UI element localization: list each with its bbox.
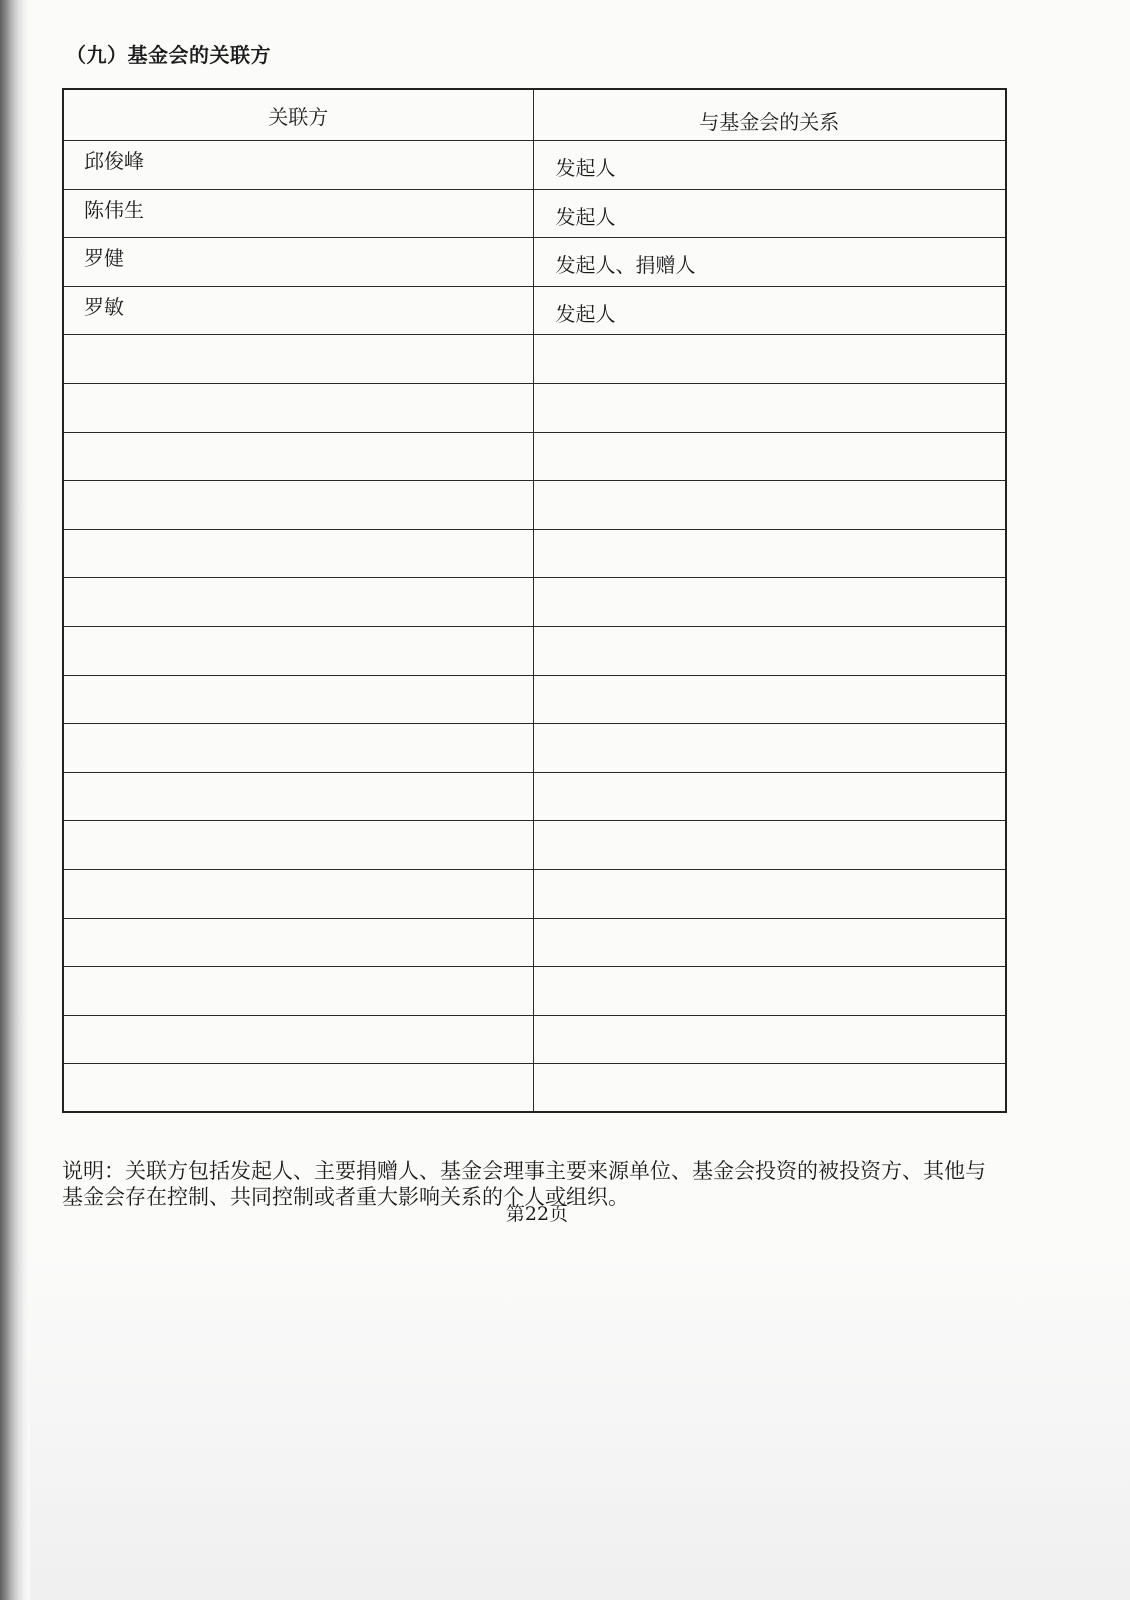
cell-related-party (63, 675, 533, 724)
cell-related-party (63, 724, 533, 773)
cell-relation (533, 529, 1006, 578)
table-row (63, 481, 1006, 530)
cell-relation: 发起人 (533, 189, 1006, 238)
cell-relation: 发起人、捐赠人 (533, 238, 1006, 287)
table-row (63, 724, 1006, 773)
table-row (63, 432, 1006, 481)
binding-edge (0, 0, 30, 1600)
cell-relation (533, 432, 1006, 481)
cell-related-party (63, 772, 533, 821)
table-row (63, 335, 1006, 384)
cell-relation: 发起人 (533, 286, 1006, 335)
table-row (63, 383, 1006, 432)
table-row (63, 286, 1006, 335)
cell-relation (533, 578, 1006, 627)
page-number: 第22页 (505, 1203, 569, 1225)
cell-relation (533, 626, 1006, 675)
table-row (63, 967, 1006, 1016)
table-row (63, 772, 1006, 821)
table-row (63, 626, 1006, 675)
cell-relation (533, 1064, 1006, 1113)
cell-related-party (63, 626, 533, 675)
cell-related-party: 邱俊峰 (63, 141, 533, 190)
table-row (63, 675, 1006, 724)
cell-related-party (63, 383, 533, 432)
table-body (63, 141, 1006, 1113)
cell-relation: 发起人 (533, 141, 1006, 190)
cell-related-party (63, 529, 533, 578)
cell-related-party (63, 432, 533, 481)
cell-related-party (63, 578, 533, 627)
cell-related-party (63, 481, 533, 530)
table-row (63, 1064, 1006, 1113)
header-related-party: 关联方 (63, 89, 533, 141)
cell-relation (533, 335, 1006, 384)
explanatory-note: 说明：关联方包括发起人、主要捐赠人、基金会理事主要来源单位、基金会投资的被投资方、其他与基金会存在控制、共同控制或者重大影响关系的个人或组织。 (62, 1159, 986, 1209)
table-header-row (63, 89, 1006, 141)
cell-related-party: 罗健 (63, 238, 533, 287)
cell-related-party (63, 335, 533, 384)
cell-relation (533, 481, 1006, 530)
related-party-table (62, 88, 1007, 1113)
cell-relation (533, 967, 1006, 1016)
cell-relation (533, 918, 1006, 967)
table-row (63, 578, 1006, 627)
cell-related-party: 罗敏 (63, 286, 533, 335)
page-shadow (30, 1250, 1130, 1600)
cell-related-party (63, 1064, 533, 1113)
header-relation: 与基金会的关系 (533, 89, 1006, 141)
cell-relation (533, 821, 1006, 870)
cell-related-party (63, 821, 533, 870)
cell-related-party (63, 1015, 533, 1064)
cell-relation (533, 383, 1006, 432)
table-row (63, 141, 1006, 190)
cell-related-party (63, 967, 533, 1016)
table-row (63, 821, 1006, 870)
table-row (63, 238, 1006, 287)
cell-relation (533, 869, 1006, 918)
cell-related-party (63, 869, 533, 918)
table-row (63, 918, 1006, 967)
cell-relation (533, 1015, 1006, 1064)
cell-relation (533, 724, 1006, 773)
table-row (63, 1015, 1006, 1064)
table-row (63, 529, 1006, 578)
cell-related-party: 陈伟生 (63, 189, 533, 238)
cell-relation (533, 675, 1006, 724)
table-row (63, 869, 1006, 918)
cell-related-party (63, 918, 533, 967)
cell-relation (533, 772, 1006, 821)
section-title: （九）基金会的关联方 (66, 43, 271, 67)
table-row (63, 189, 1006, 238)
